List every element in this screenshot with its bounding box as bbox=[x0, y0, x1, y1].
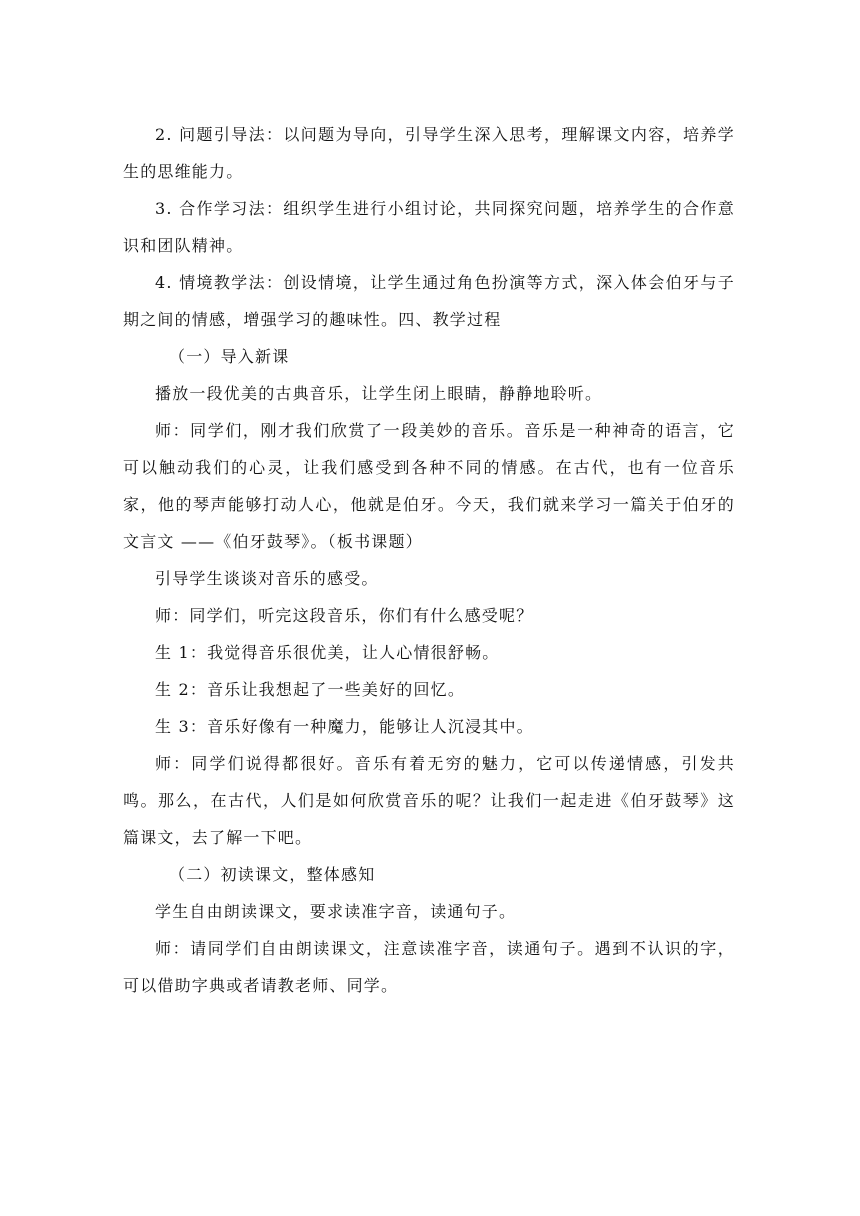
paragraph-method-3: 3. 合作学习法：组织学生进行小组讨论，共同探究问题，培养学生的合作意识和团队精神。 bbox=[123, 199, 735, 255]
section-heading-first-reading: （二）初读课文，整体感知 bbox=[169, 865, 376, 884]
section-heading-intro: （一）导入新课 bbox=[169, 347, 290, 366]
paragraph-method-2: 2. 问题引导法：以问题为导向，引导学生深入思考，理解课文内容，培养学生的思维能力。 bbox=[123, 125, 735, 181]
paragraph: 师：同学们说得都很好。音乐有着无穷的魅力，它可以传递情感，引发共鸣。那么，在古代，人们是如何欣赏音乐的呢？让我们一起走进《伯牙鼓琴》这篇课文，去了解一下吧。 bbox=[123, 754, 735, 847]
paragraph: 学生自由朗读课文，要求读准字音，读通句子。 bbox=[155, 902, 517, 921]
document-body bbox=[123, 116, 735, 1004]
paragraph: 播放一段优美的古典音乐，让学生闭上眼睛，静静地聆听。 bbox=[155, 384, 603, 403]
paragraph: 生 1：我觉得音乐很优美，让人心情很舒畅。 bbox=[155, 643, 500, 662]
paragraph: 师：同学们，刚才我们欣赏了一段美妙的音乐。音乐是一种神奇的语言，它可以触动我们的心灵，让我们感受到各种不同的情感。在古代，也有一位音乐家，他的琴声能够打动人心，他就是伯牙。今天，我们就来学习一篇关于伯牙的文言文 ——《伯牙鼓琴》。（板书课题） bbox=[123, 421, 735, 551]
paragraph: 生 3：音乐好像有一种魔力，能够让人沉浸其中。 bbox=[155, 717, 534, 736]
paragraph: 生 2：音乐让我想起了一些美好的回忆。 bbox=[155, 680, 466, 699]
paragraph-method-4: 4. 情境教学法：创设情境，让学生通过角色扮演等方式，深入体会伯牙与子期之间的情感，增强学习的趣味性。四、教学过程 bbox=[123, 273, 735, 329]
paragraph: 师：请同学们自由朗读课文，注意读准字音，读通句子。遇到不认识的字，可以借助字典或者请教老师、同学。 bbox=[123, 939, 735, 995]
paragraph: 师：同学们，听完这段音乐，你们有什么感受呢？ bbox=[155, 606, 534, 625]
paragraph: 引导学生谈谈对音乐的感受。 bbox=[155, 569, 379, 588]
